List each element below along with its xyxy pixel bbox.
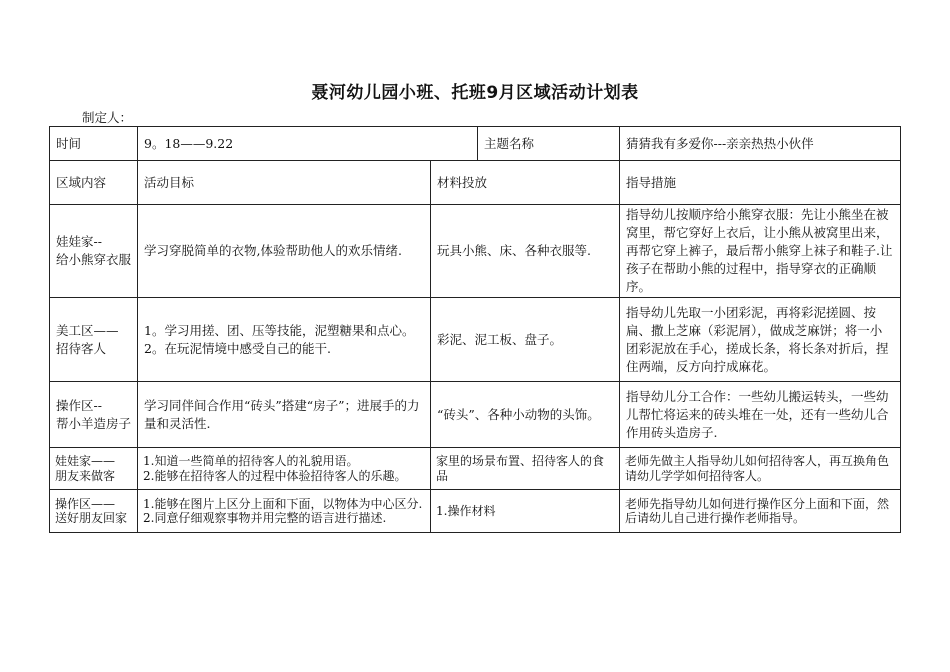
header-materials: 材料投放 bbox=[431, 161, 620, 205]
table-row bbox=[50, 448, 901, 490]
goal-cell: 1.知道一些简单的招待客人的礼貌用语。 2.能够在招待客人的过程中体验招待客人的乐趣。 bbox=[138, 448, 431, 490]
materials-cell: 玩具小熊、床、各种衣服等. bbox=[431, 205, 620, 298]
measures-cell: 老师先指导幼儿如何进行操作区分上面和下面，然后请幼儿自己进行操作老师指导。 bbox=[620, 490, 901, 533]
goal-cell: 1。学习用搓、团、压等技能，泥塑糖果和点心。 2。在玩泥情境中感受自己的能干. bbox=[138, 298, 431, 382]
area-cell: 操作区-- 帮小羊造房子 bbox=[50, 382, 138, 448]
area-cell: 美工区—— 招待客人 bbox=[50, 298, 138, 382]
measures-cell: 老师先做主人指导幼儿如何招待客人，再互换角色请幼儿学学如何招待客人。 bbox=[620, 448, 901, 490]
header-measures: 指导措施 bbox=[620, 161, 901, 205]
area-cell: 娃娃家—— 朋友来做客 bbox=[50, 448, 138, 490]
theme-value: 猜猜我有多爱你---亲亲热热小伙伴 bbox=[620, 127, 901, 161]
theme-label: 主题名称 bbox=[478, 127, 620, 161]
table-row bbox=[50, 298, 901, 382]
materials-cell: 家里的场景布置、招待客人的食品 bbox=[431, 448, 620, 490]
column-header-row bbox=[50, 161, 901, 205]
measures-cell: 指导幼儿分工合作：一些幼儿搬运转头，一些幼儿帮忙将运来的砖头堆在一处，还有一些幼儿合作用砖头造房子. bbox=[620, 382, 901, 448]
area-cell: 娃娃家-- 给小熊穿衣服 bbox=[50, 205, 138, 298]
time-value: 9。18——9.22 bbox=[138, 127, 478, 161]
materials-cell: 1.操作材料 bbox=[431, 490, 620, 533]
goal-cell: 1.能够在图片上区分上面和下面，以物体为中心区分. 2.同意仔细观察事物并用完整的语言进行描述. bbox=[138, 490, 431, 533]
header-goal: 活动目标 bbox=[138, 161, 431, 205]
materials-cell: “砖头”、各种小动物的头饰。 bbox=[431, 382, 620, 448]
goal-cell: 学习同伴间合作用“砖头”搭建“房子”；进展手的力量和灵活性. bbox=[138, 382, 431, 448]
table-row bbox=[50, 490, 901, 533]
measures-cell: 指导幼儿按顺序给小熊穿衣服：先让小熊坐在被窝里，帮它穿好上衣后，让小熊从被窝里出来，再帮它穿上裤子，最后帮小熊穿上袜子和鞋子.让孩子在帮助小熊的过程中，指导穿衣的正确顺序。 bbox=[620, 205, 901, 298]
measures-cell: 指导幼儿先取一小团彩泥，再将彩泥搓圆、按扁、撒上芝麻（彩泥屑），做成芝麻饼；将一小团彩泥放在手心，搓成长条，将长条对折后，捏住两端，反方向拧成麻花。 bbox=[620, 298, 901, 382]
time-theme-row bbox=[50, 127, 901, 161]
maker-label: 制定人： bbox=[82, 110, 133, 125]
table-row bbox=[50, 205, 901, 298]
materials-cell: 彩泥、泥工板、盘子。 bbox=[431, 298, 620, 382]
time-label: 时间 bbox=[50, 127, 138, 161]
document-title: 聂河幼儿园小班、托班9月区域活动计划表 bbox=[311, 83, 639, 103]
table-row bbox=[50, 382, 901, 448]
goal-cell: 学习穿脱简单的衣物,体验帮助他人的欢乐情绪. bbox=[138, 205, 431, 298]
header-area: 区域内容 bbox=[50, 161, 138, 205]
activity-plan-table bbox=[49, 126, 901, 533]
area-cell: 操作区—— 送好朋友回家 bbox=[50, 490, 138, 533]
